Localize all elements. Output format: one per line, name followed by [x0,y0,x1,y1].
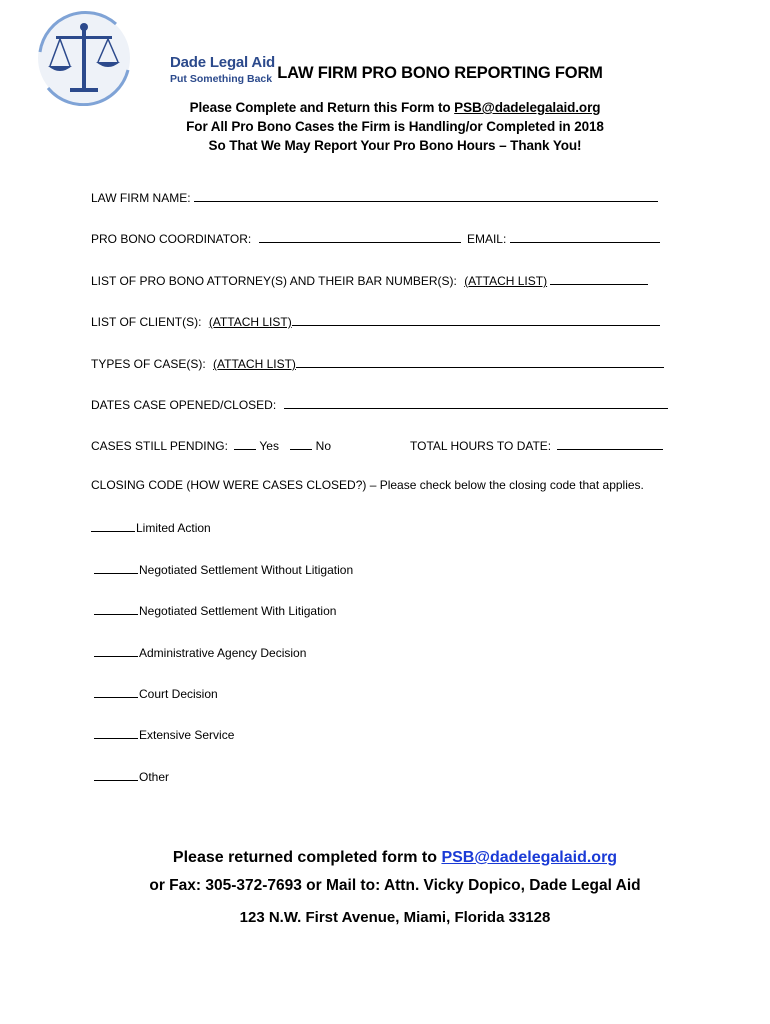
closing-code-blank[interactable] [94,645,138,657]
email-blank[interactable] [510,230,660,243]
instruction-line-2: For All Pro Bono Cases the Firm is Handling/or Completed in 2018 [186,119,604,134]
attorneys-blank[interactable] [550,272,648,285]
closing-code-item [94,769,169,784]
attorneys-row [91,272,648,288]
attorneys-attach: (ATTACH LIST) [464,274,548,288]
total-hours-blank[interactable] [557,437,663,450]
logo-name: Dade Legal Aid [170,54,275,71]
closing-code-heading: CLOSING CODE (HOW WERE CASES CLOSED?) – Please check below the closing code that applies. [91,478,644,492]
attorneys-label: LIST OF PRO BONO ATTORNEY(S) AND THEIR BAR NUMBER(S): [91,274,457,288]
closing-code-label: Negotiated Settlement With Litigation [139,604,337,618]
clients-label: LIST OF CLIENT(S): [91,315,202,329]
clients-row [91,313,660,329]
email-link[interactable]: PSB@dadelegalaid.org [454,100,601,115]
closing-code-item [91,520,211,535]
closing-code-blank[interactable] [94,686,138,698]
dade-legal-aid-logo [36,10,275,106]
clients-blank[interactable] [292,313,660,326]
closing-code-item [94,686,218,701]
coordinator-blank[interactable] [259,230,461,243]
closing-code-blank[interactable] [94,603,138,615]
closing-code-blank[interactable] [91,520,135,532]
closing-code-item [94,645,306,660]
closing-code-label: Other [139,770,170,784]
closing-code-label: Court Decision [139,687,218,701]
dates-blank[interactable] [284,396,668,409]
law-firm-name-label: LAW FIRM NAME: [91,191,191,205]
footer-text: Please returned completed form to [172,849,442,866]
email-label: EMAIL: [466,232,507,246]
case-types-label: TYPES OF CASE(S): [91,357,206,371]
instruction-line-3: So That We May Report Your Pro Bono Hours – Thank You! [208,138,582,153]
closing-code-item [94,727,234,742]
dates-row [91,396,668,412]
closing-code-blank[interactable] [94,562,138,574]
pending-yes-label: Yes [259,439,279,453]
form-title: LAW FIRM PRO BONO REPORTING FORM [277,64,603,82]
pending-row [91,437,331,453]
footer-line-1 [0,849,770,867]
dates-label: DATES CASE OPENED/CLOSED: [91,398,277,412]
clients-attach: (ATTACH LIST) [208,315,292,329]
closing-code-label: Limited Action [136,521,211,535]
law-firm-name-blank[interactable] [194,189,658,202]
closing-code-label: Administrative Agency Decision [139,646,307,660]
footer-email-link[interactable]: PSB@dadelegalaid.org [441,849,618,866]
total-hours-label: TOTAL HOURS TO DATE: [410,439,552,453]
footer-line-2: or Fax: 305-372-7693 or Mail to: Attn. Vicky Dopico, Dade Legal Aid [149,877,641,894]
law-firm-name-row [91,189,658,205]
logo-tagline: Put Something Back [170,73,273,85]
closing-code-label: Negotiated Settlement Without Litigation [139,563,354,577]
coordinator-row [91,230,660,246]
closing-code-blank[interactable] [94,727,138,739]
pending-yes-blank[interactable] [234,437,256,450]
pending-no-label: No [315,439,332,453]
closing-code-blank[interactable] [94,769,138,781]
case-types-blank[interactable] [296,355,664,368]
closing-code-label: Extensive Service [139,728,235,742]
total-hours-row [410,437,663,453]
coordinator-label: PRO BONO COORDINATOR: [91,232,252,246]
instruction-line-1 [0,100,770,115]
pending-no-blank[interactable] [290,437,312,450]
footer-line-3: 123 N.W. First Avenue, Miami, Florida 33128 [239,909,551,926]
closing-code-item [94,562,353,577]
closing-code-item [94,603,336,618]
pending-label: CASES STILL PENDING: [91,439,228,453]
instruction-text: Please Complete and Return this Form to [189,100,455,115]
case-types-attach: (ATTACH LIST) [213,357,296,371]
case-types-row [91,355,664,371]
